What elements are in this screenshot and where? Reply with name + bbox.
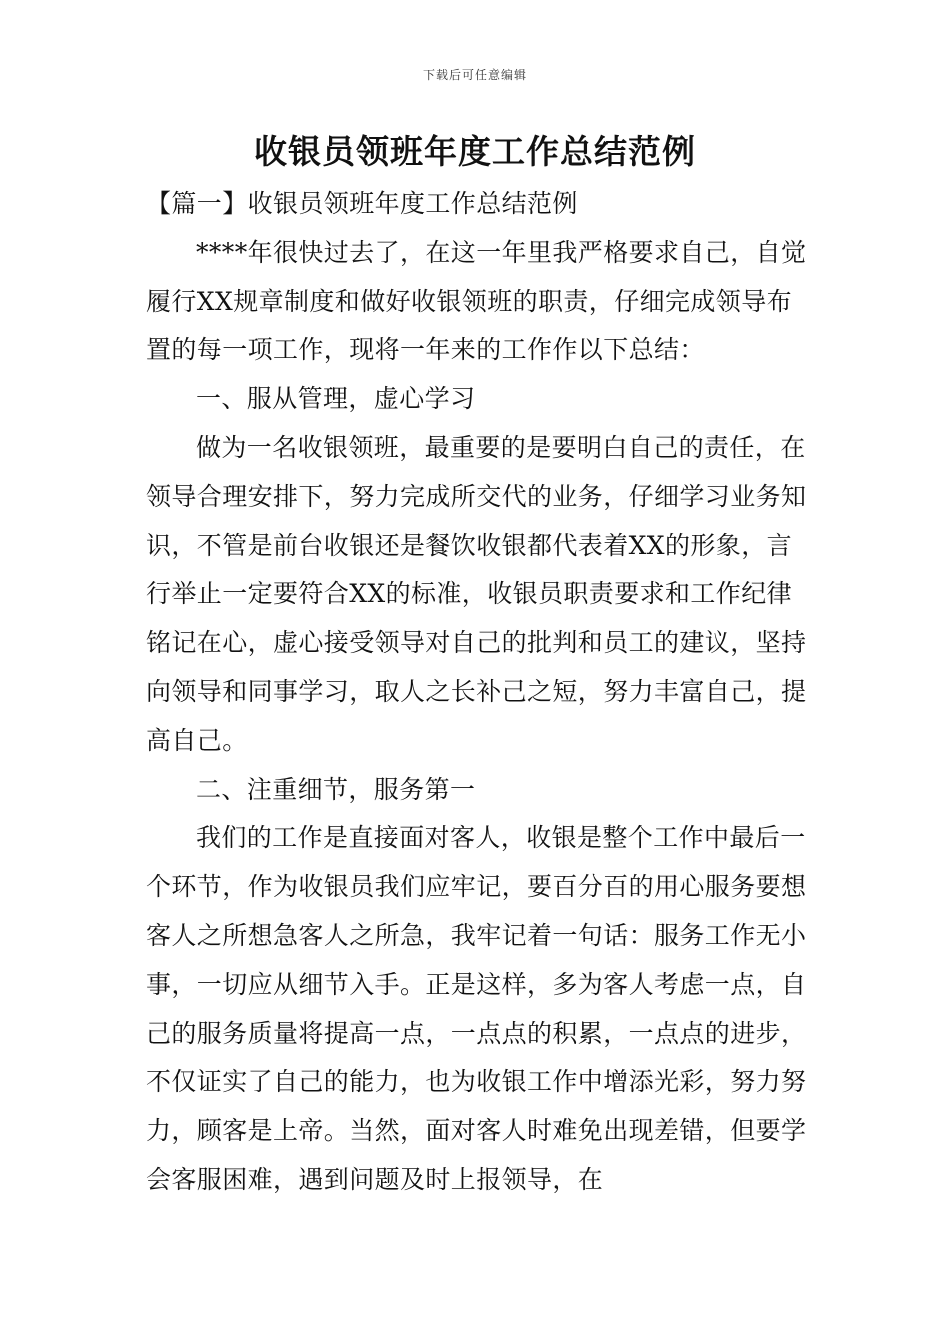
heading-details-service: 二、注重细节，服务第一 [196, 774, 476, 804]
header-note: 下载后可任意编辑 [422, 68, 527, 82]
document-body [146, 180, 810, 1205]
paragraph-responsibility: 做为一名收银领班，最重要的是要明白自己的责任，在领导合理安排下，努力完成所交代的业务，仔细学习业务知识，不管是前台收银还是餐饮收银都代表着XX的形象，言行举止一定要符合XX的标准，收银员职责要求和工作纪律铭记在心，虚心接受领导对自己的批判和员工的建议，坚持向领导和同事学习，取人之长补己之短，努力丰富自己，提高自己。 [146, 432, 807, 755]
heading-obey-management: 一、服从管理，虚心学习 [196, 384, 476, 414]
paragraph-intro: ****年很快过去了，在这一年里我严格要求自己，自觉履行XX规章制度和做好收银领班的职责，仔细完成领导布置的每一项工作，现将一年来的工作作以下总结： [146, 237, 807, 365]
paragraph-service: 我们的工作是直接面对客人，收银是整个工作中最后一个环节，作为收银员我们应牢记，要百分百的用心服务要想客人之所想急客人之所急，我牢记着一句话：服务工作无小事，一切应从细节入手。正是这样，多为客人考虑一点，自己的服务质量将提高一点，一点点的积累，一点点的进步，不仅证实了自己的能力，也为收银工作中增添光彩，努力努力，顾客是上帝。当然，面对客人时难免出现差错，但要学会客服困难，遇到问题及时上报领导，在 [146, 823, 807, 1194]
section-label: 【篇一】收银员领班年度工作总结范例 [146, 189, 578, 218]
document-title: 收银员领班年度工作总结范例 [254, 132, 696, 171]
